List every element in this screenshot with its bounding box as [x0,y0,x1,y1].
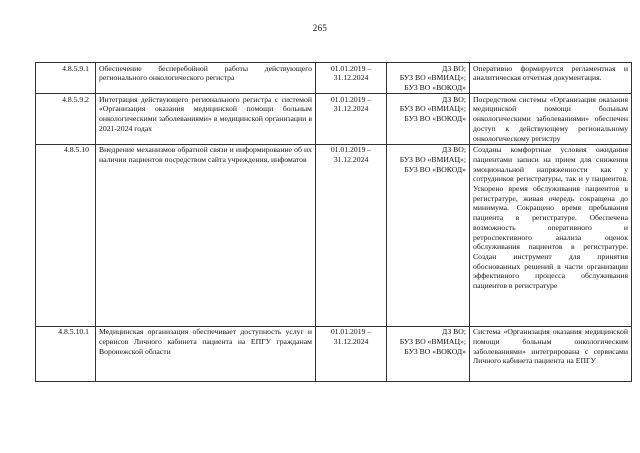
responsible-line: БУЗ ВО «ВМИАЦ»; [399,104,466,114]
item-responsible [387,326,470,381]
item-code: 4.8.5.9.1 [36,63,96,94]
responsible-line: БУЗ ВО «ВМИАЦ»; [399,73,466,83]
table-row [36,94,632,145]
responsible-line: БУЗ ВО «ВОКОД» [404,164,466,174]
item-description: Медицинская организация обеспечивает доступность услуг и сервисов Личного кабинета пациента на ЕПГУ гражданам Воронежской области [96,326,316,381]
item-result: Посредством системы «Организация оказания медицинской помощи больным онкологическими заболеваниями» обеспечен доступ к действующему региональному онкологическому регистру [470,94,632,145]
responsible-line: ДЗ ВО; [441,145,466,155]
item-code: 4.8.5.10 [36,144,96,326]
item-result: Оперативно формируется регламентная и аналитическая отчетная документация. [470,63,632,94]
table-row [36,144,632,326]
item-period: 01.01.2019 – 31.12.2024 [316,94,387,145]
item-result: Система «Организация оказания медицинской помощи больным онкологическим заболеваниями» интегрирована с сервисами Личного кабинета пациента на ЕПГУ [470,326,632,381]
responsible-line: ДЗ ВО; [441,63,466,73]
responsible-line: БУЗ ВО «ВМИАЦ»; [399,336,466,346]
responsible-line: БУЗ ВО «ВОКОД» [404,83,466,92]
item-responsible [387,94,470,145]
item-responsible [387,144,470,326]
item-result: Созданы комфортные условия ожидания пациентами записи на прием для снижения эмоциональной напряженности как у сотрудников регистратуры, так и у пациентов. Ускорено время обслуживания пациентов в регистратуре, живая очередь сокращена до минимума. Сокращено время пребывания пациента в регистратуре. Обеспечена возможность оперативного и ретроспективного анализа оценок обслуживания пациентов в регистратуре. Создан инструмент для принятия обоснованных решений в части организации эффективного процесса обслуживания пациентов в регистратуре [470,144,632,326]
item-code: 4.8.5.9.2 [36,94,96,145]
item-code: 4.8.5.10.1 [36,326,96,381]
page-number: 265 [312,23,328,33]
table-row [36,63,632,94]
responsible-line: ДЗ ВО; [441,94,466,104]
item-description: Интеграция действующего регионального регистра с системой «Организация оказания медицинской помощи больным онкологическими заболеваниями» в медицинской организации в 2021-2024 годах [96,94,316,145]
item-period: 01.01.2019 – 31.12.2024 [316,144,387,326]
responsible-line: БУЗ ВО «ВОКОД» [404,114,466,124]
item-period: 01.01.2019 – 31.12.2024 [316,63,387,94]
item-period: 01.01.2019 – 31.12.2024 [316,326,387,381]
measures-table [35,62,632,382]
item-description: Обеспечение бесперебойной работы действующего регионального онкологического регистра [96,63,316,94]
responsible-line: БУЗ ВО «ВОКОД» [404,346,466,356]
table-row [36,326,632,381]
responsible-line: БУЗ ВО «ВМИАЦ»; [399,154,466,164]
item-description: Внедрение механизмов обратной связи и информирование об их наличии пациентов посредством сайта учреждения, инфоматов [96,144,316,326]
responsible-line: ДЗ ВО; [441,327,466,337]
item-responsible [387,63,470,94]
